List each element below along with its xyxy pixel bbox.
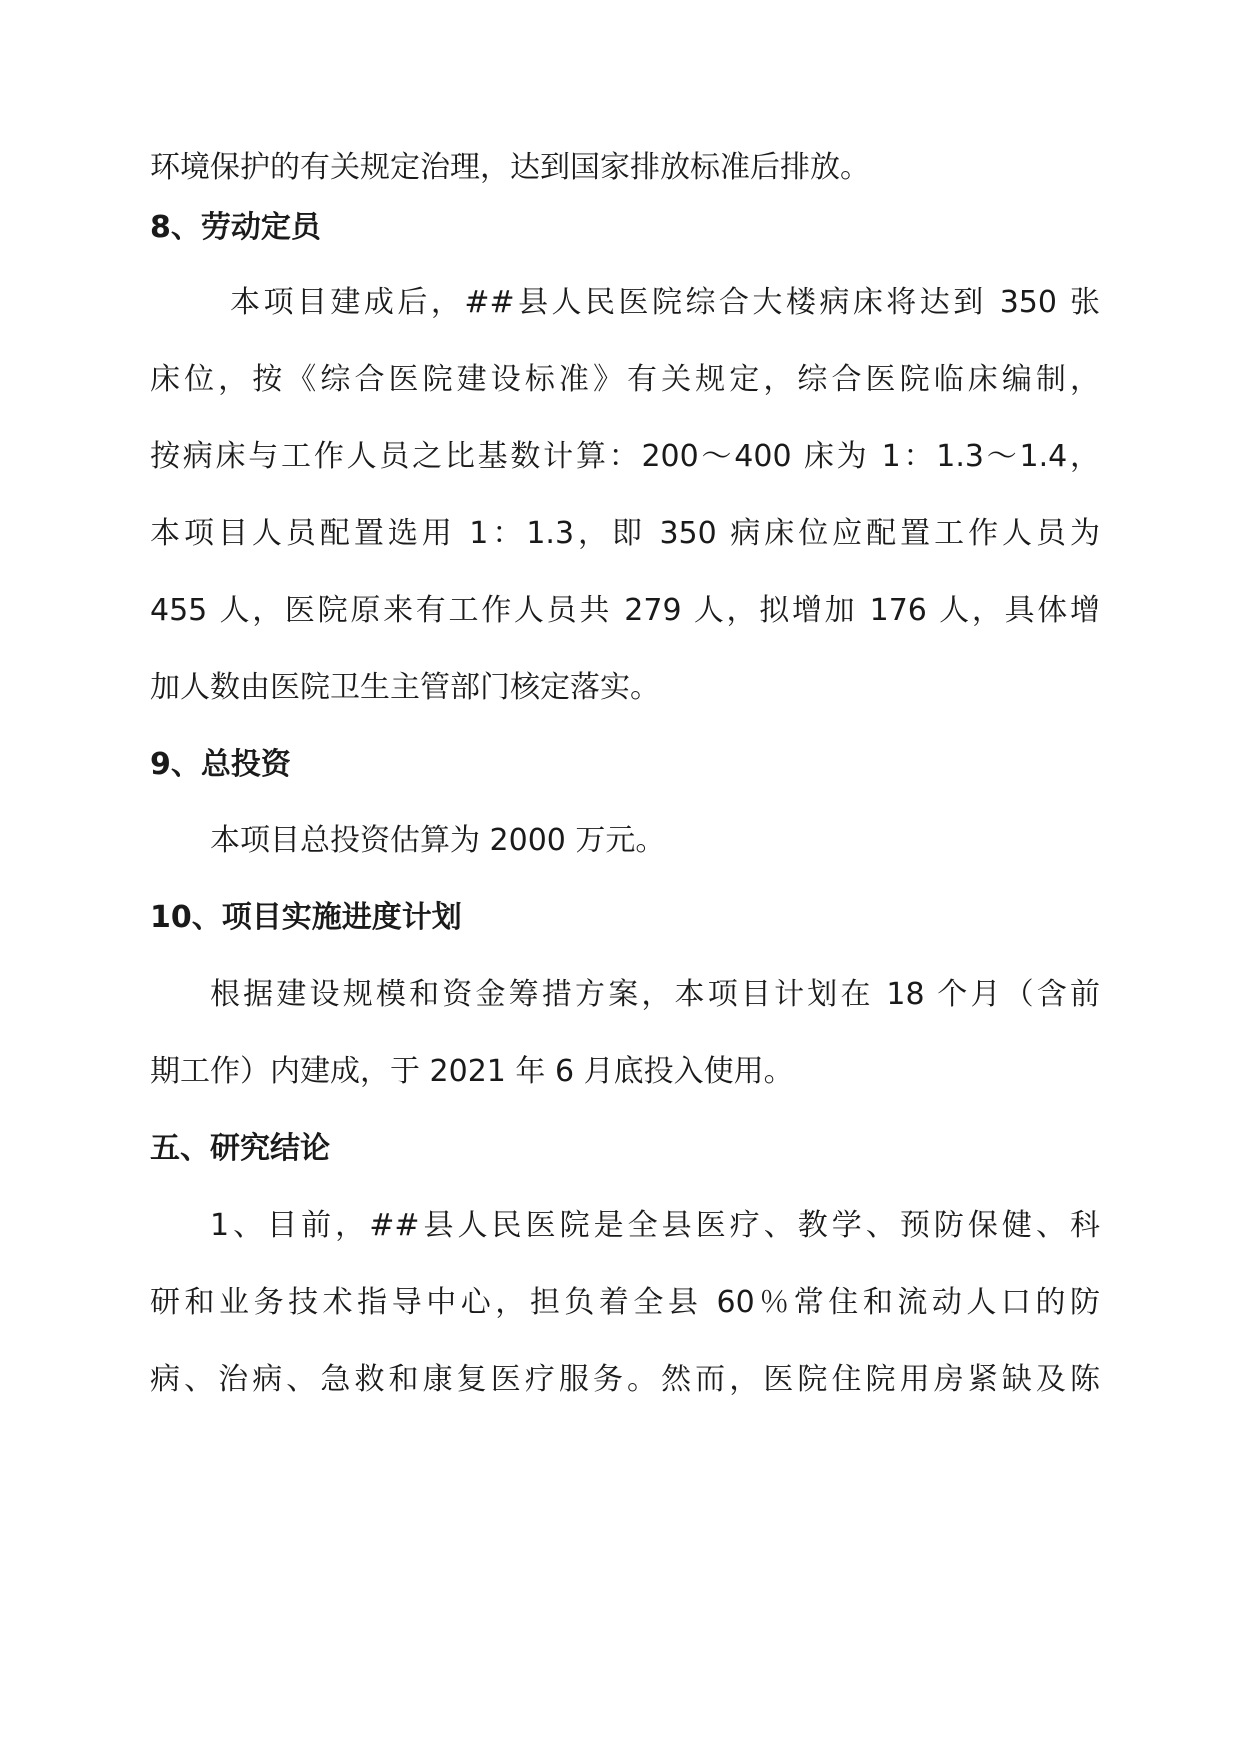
- paragraph-line: 1、目前，##县人民医院是全县医疗、教学、预防保健、科: [210, 1208, 1100, 1243]
- paragraph-line: 本项目建成后，##县人民医院综合大楼病床将达到 350 张: [230, 285, 1100, 320]
- paragraph-line: 根据建设规模和资金筹措方案，本项目计划在 18 个月（含前: [210, 977, 1100, 1012]
- section-heading-labor: 8、劳动定员: [150, 210, 321, 245]
- paragraph-line: 加人数由医院卫生主管部门核定落实。: [150, 670, 660, 705]
- paragraph-line: 455 人，医院原来有工作人员共 279 人，拟增加 176 人，具体增: [150, 593, 1100, 628]
- paragraph-line: 床位，按《综合医院建设标准》有关规定，综合医院临床编制，: [150, 362, 1100, 397]
- paragraph-line: 本项目人员配置选用 1：1.3，即 350 病床位应配置工作人员为: [150, 516, 1100, 551]
- paragraph-line: 环境保护的有关规定治理，达到国家排放标准后排放。: [150, 150, 870, 185]
- paragraph-line: 本项目总投资估算为 2000 万元。: [210, 823, 666, 858]
- document-page: [150, 0, 1100, 1754]
- paragraph-line: 病、治病、急救和康复医疗服务。然而，医院住院用房紧缺及陈: [150, 1362, 1100, 1397]
- paragraph-line: 期工作）内建成，于 2021 年 6 月底投入使用。: [150, 1054, 794, 1089]
- paragraph-line: 研和业务技术指导中心，担负着全县 60％常住和流动人口的防: [150, 1285, 1100, 1320]
- section-heading-conclusion: 五、研究结论: [150, 1131, 330, 1166]
- section-heading-schedule: 10、项目实施进度计划: [150, 900, 462, 935]
- paragraph-line: 按病床与工作人员之比基数计算：200～400 床为 1：1.3～1.4，: [150, 439, 1100, 474]
- section-heading-investment: 9、总投资: [150, 747, 291, 782]
